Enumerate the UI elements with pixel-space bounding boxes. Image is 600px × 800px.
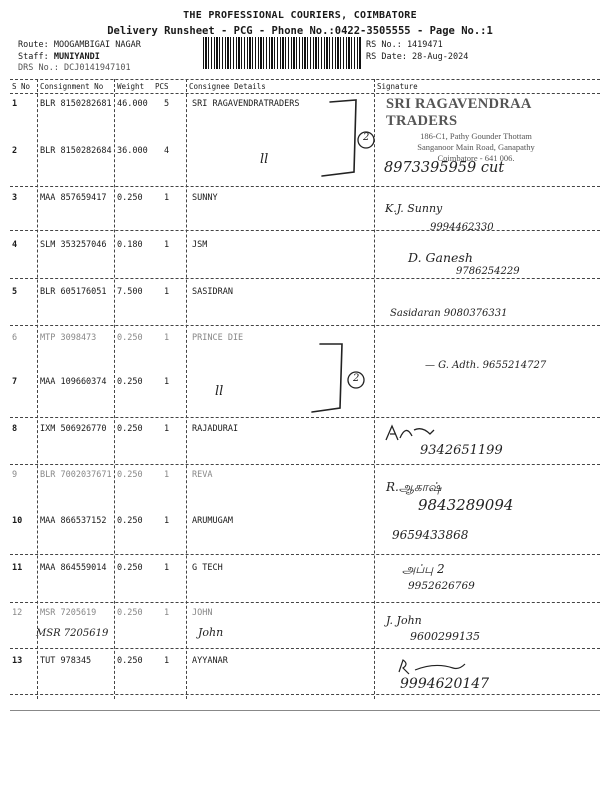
row-sno: 10 — [12, 516, 23, 526]
row-sno: 11 — [12, 563, 23, 573]
drs-number: DRS No.: DCJ0141947101 — [18, 63, 131, 73]
row-consignment: BLR 605176051 — [40, 287, 107, 297]
row-consignee: REVA — [192, 470, 213, 480]
handwritten-phone: 9600299135 — [410, 630, 480, 643]
rs-date: RS Date: 28-Aug-2024 — [366, 52, 469, 62]
row-pcs: 1 — [164, 424, 170, 434]
row-pcs: 1 — [164, 563, 170, 573]
handwritten-phone: 9659433868 — [392, 528, 469, 542]
row-sno: 6 — [12, 333, 18, 343]
row-pcs: 1 — [164, 193, 170, 203]
row-consignment: TUT 978345 — [40, 656, 92, 666]
row-pcs: 1 — [164, 287, 170, 297]
row-consignment: BLR 8150282681 — [40, 99, 112, 109]
row-weight: 0.250 — [117, 563, 143, 573]
document-subtitle: Delivery Runsheet - PCG - Phone No.:0422-3505555 - Page No.:1 — [107, 25, 493, 37]
column-header-weight: Weight — [117, 82, 145, 91]
column-header-consignment: Consignment No — [40, 82, 104, 91]
row-pcs: 1 — [164, 516, 170, 526]
row-sno: 8 — [12, 424, 18, 434]
row-consignee: PRINCE DIE — [192, 333, 244, 343]
route-value: MOOGAMBIGAI NAGAR — [53, 40, 141, 50]
row-sno: 13 — [12, 656, 23, 666]
row-consignee: JOHN — [192, 608, 213, 618]
staff-label: Staff: — [18, 52, 49, 62]
column-header-consignee: Consignee Details — [189, 82, 266, 91]
row-consignment: IXM 506926770 — [40, 424, 107, 434]
row-sno: 9 — [12, 470, 18, 480]
row-consignment: MAA 864559014 — [40, 563, 107, 573]
row-consignee: JSM — [192, 240, 208, 250]
row-pcs: 1 — [164, 333, 170, 343]
row-consignment: MAA 109660374 — [40, 377, 107, 387]
handwritten-signature: D. Ganesh — [408, 250, 473, 265]
row-consignee: SUNNY — [192, 193, 218, 203]
row-divider — [10, 602, 600, 603]
barcode — [203, 37, 361, 69]
handwritten-signature-mark — [395, 656, 475, 678]
row-weight: 0.250 — [117, 193, 143, 203]
stamp-name: SRI RAGAVENDRAA TRADERS — [386, 96, 531, 129]
row-sno: 2 — [12, 146, 18, 156]
row-consignee: G TECH — [192, 563, 223, 573]
rs-number: RS No.: 1419471 — [366, 40, 443, 50]
row-pcs: 1 — [164, 608, 170, 618]
document-title: THE PROFESSIONAL COURIERS, COIMBATORE — [183, 10, 417, 21]
column-header-signature: Signature — [377, 82, 418, 91]
route-info — [18, 40, 141, 50]
row-pcs: 1 — [164, 470, 170, 480]
row-weight: 0.250 — [117, 470, 143, 480]
handwritten-phone: 9994462330 — [430, 222, 494, 233]
row-pcs: 1 — [164, 240, 170, 250]
company-stamp — [386, 96, 566, 163]
row-weight: 0.250 — [117, 424, 143, 434]
column-divider — [37, 79, 38, 699]
row-divider — [10, 230, 600, 231]
column-header-sno: S No — [12, 82, 31, 91]
handwritten-phone: 9786254229 — [456, 266, 520, 277]
route-label: Route: — [18, 40, 49, 50]
row-consignment: MSR 7205619 — [40, 608, 97, 618]
row-weight: 46.000 — [117, 99, 148, 109]
handwritten-phone: 9342651199 — [420, 443, 503, 458]
row-consignment: BLR 8150282684 — [40, 146, 112, 156]
row-pcs: 1 — [164, 656, 170, 666]
row-weight: 36.000 — [117, 146, 148, 156]
ditto-mark: ll — [260, 152, 269, 167]
ditto-mark: ll — [215, 384, 224, 399]
row-consignment: MTP 3098473 — [40, 333, 97, 343]
column-divider — [186, 79, 187, 699]
row-consignment: MAA 866537152 — [40, 516, 107, 526]
staff-info — [18, 52, 100, 62]
row-weight: 0.250 — [117, 333, 143, 343]
row-sno: 12 — [12, 608, 23, 618]
stamp-address-line: Sanganoor Main Road, Ganapathy — [417, 142, 535, 152]
handwritten-signature: K.J. Sunny — [385, 202, 443, 215]
row-consignee: ARUMUGAM — [192, 516, 233, 526]
page-bottom-rule — [10, 710, 600, 711]
row-divider — [10, 278, 600, 279]
handwritten-signature: R.ஆகாஷ் — [386, 480, 442, 494]
row-consignment: BLR 7002037671 — [40, 470, 112, 480]
row-weight: 0.250 — [117, 656, 143, 666]
row-divider — [10, 325, 600, 326]
handwritten-phone: 9952626769 — [408, 580, 475, 592]
stamp-address-line: 186-C1, Pathy Gounder Thottam — [420, 131, 532, 141]
handwritten-signature: அப்பு 2 — [402, 562, 445, 576]
row-divider — [10, 648, 600, 649]
column-header-pcs: PCS — [155, 82, 169, 91]
row-sno: 4 — [12, 240, 18, 250]
row-divider — [10, 554, 600, 555]
row-sno: 7 — [12, 377, 18, 387]
row-sno: 3 — [12, 193, 18, 203]
handwritten-signature: — G. Adth. 9655214727 — [425, 360, 547, 371]
row-consignment: MAA 857659417 — [40, 193, 107, 203]
row-consignment: SLM 353257046 — [40, 240, 107, 250]
row-weight: 0.180 — [117, 240, 143, 250]
circled-count: 2 — [353, 373, 360, 384]
row-weight: 0.250 — [117, 377, 143, 387]
row-divider — [10, 694, 600, 695]
row-sno: 5 — [12, 287, 18, 297]
row-weight: 7.500 — [117, 287, 143, 297]
table-top-rule — [10, 79, 600, 80]
row-pcs: 4 — [164, 146, 170, 156]
row-pcs: 1 — [164, 377, 170, 387]
row-consignee: AYYANAR — [192, 656, 228, 666]
row-consignee: RAJADURAI — [192, 424, 239, 434]
handwritten-signature: J. John — [386, 614, 422, 627]
handwritten-phone: 9994620147 — [400, 676, 490, 692]
row-pcs: 5 — [164, 99, 170, 109]
handwritten-consignee: John — [198, 626, 224, 639]
staff-value: MUNIYANDI — [53, 52, 100, 62]
handwritten-consignment: MSR 7205619 — [36, 628, 109, 639]
handwritten-signature: Sasidaran 9080376331 — [390, 308, 508, 319]
bracket-mark — [300, 94, 380, 194]
row-weight: 0.250 — [117, 516, 143, 526]
circled-count: 2 — [363, 132, 370, 143]
handwritten-phone: 8973395959 cut — [384, 160, 505, 176]
column-divider — [114, 79, 115, 699]
handwritten-phone: 9843289094 — [418, 496, 514, 514]
row-sno: 1 — [12, 99, 18, 109]
row-weight: 0.250 — [117, 608, 143, 618]
row-consignee: SASIDRAN — [192, 287, 233, 297]
row-divider — [10, 464, 600, 465]
stamp-address-line: Coimbatore - 641 006. — [437, 153, 515, 163]
row-consignee: SRI RAGAVENDRATRADERS — [192, 99, 300, 109]
